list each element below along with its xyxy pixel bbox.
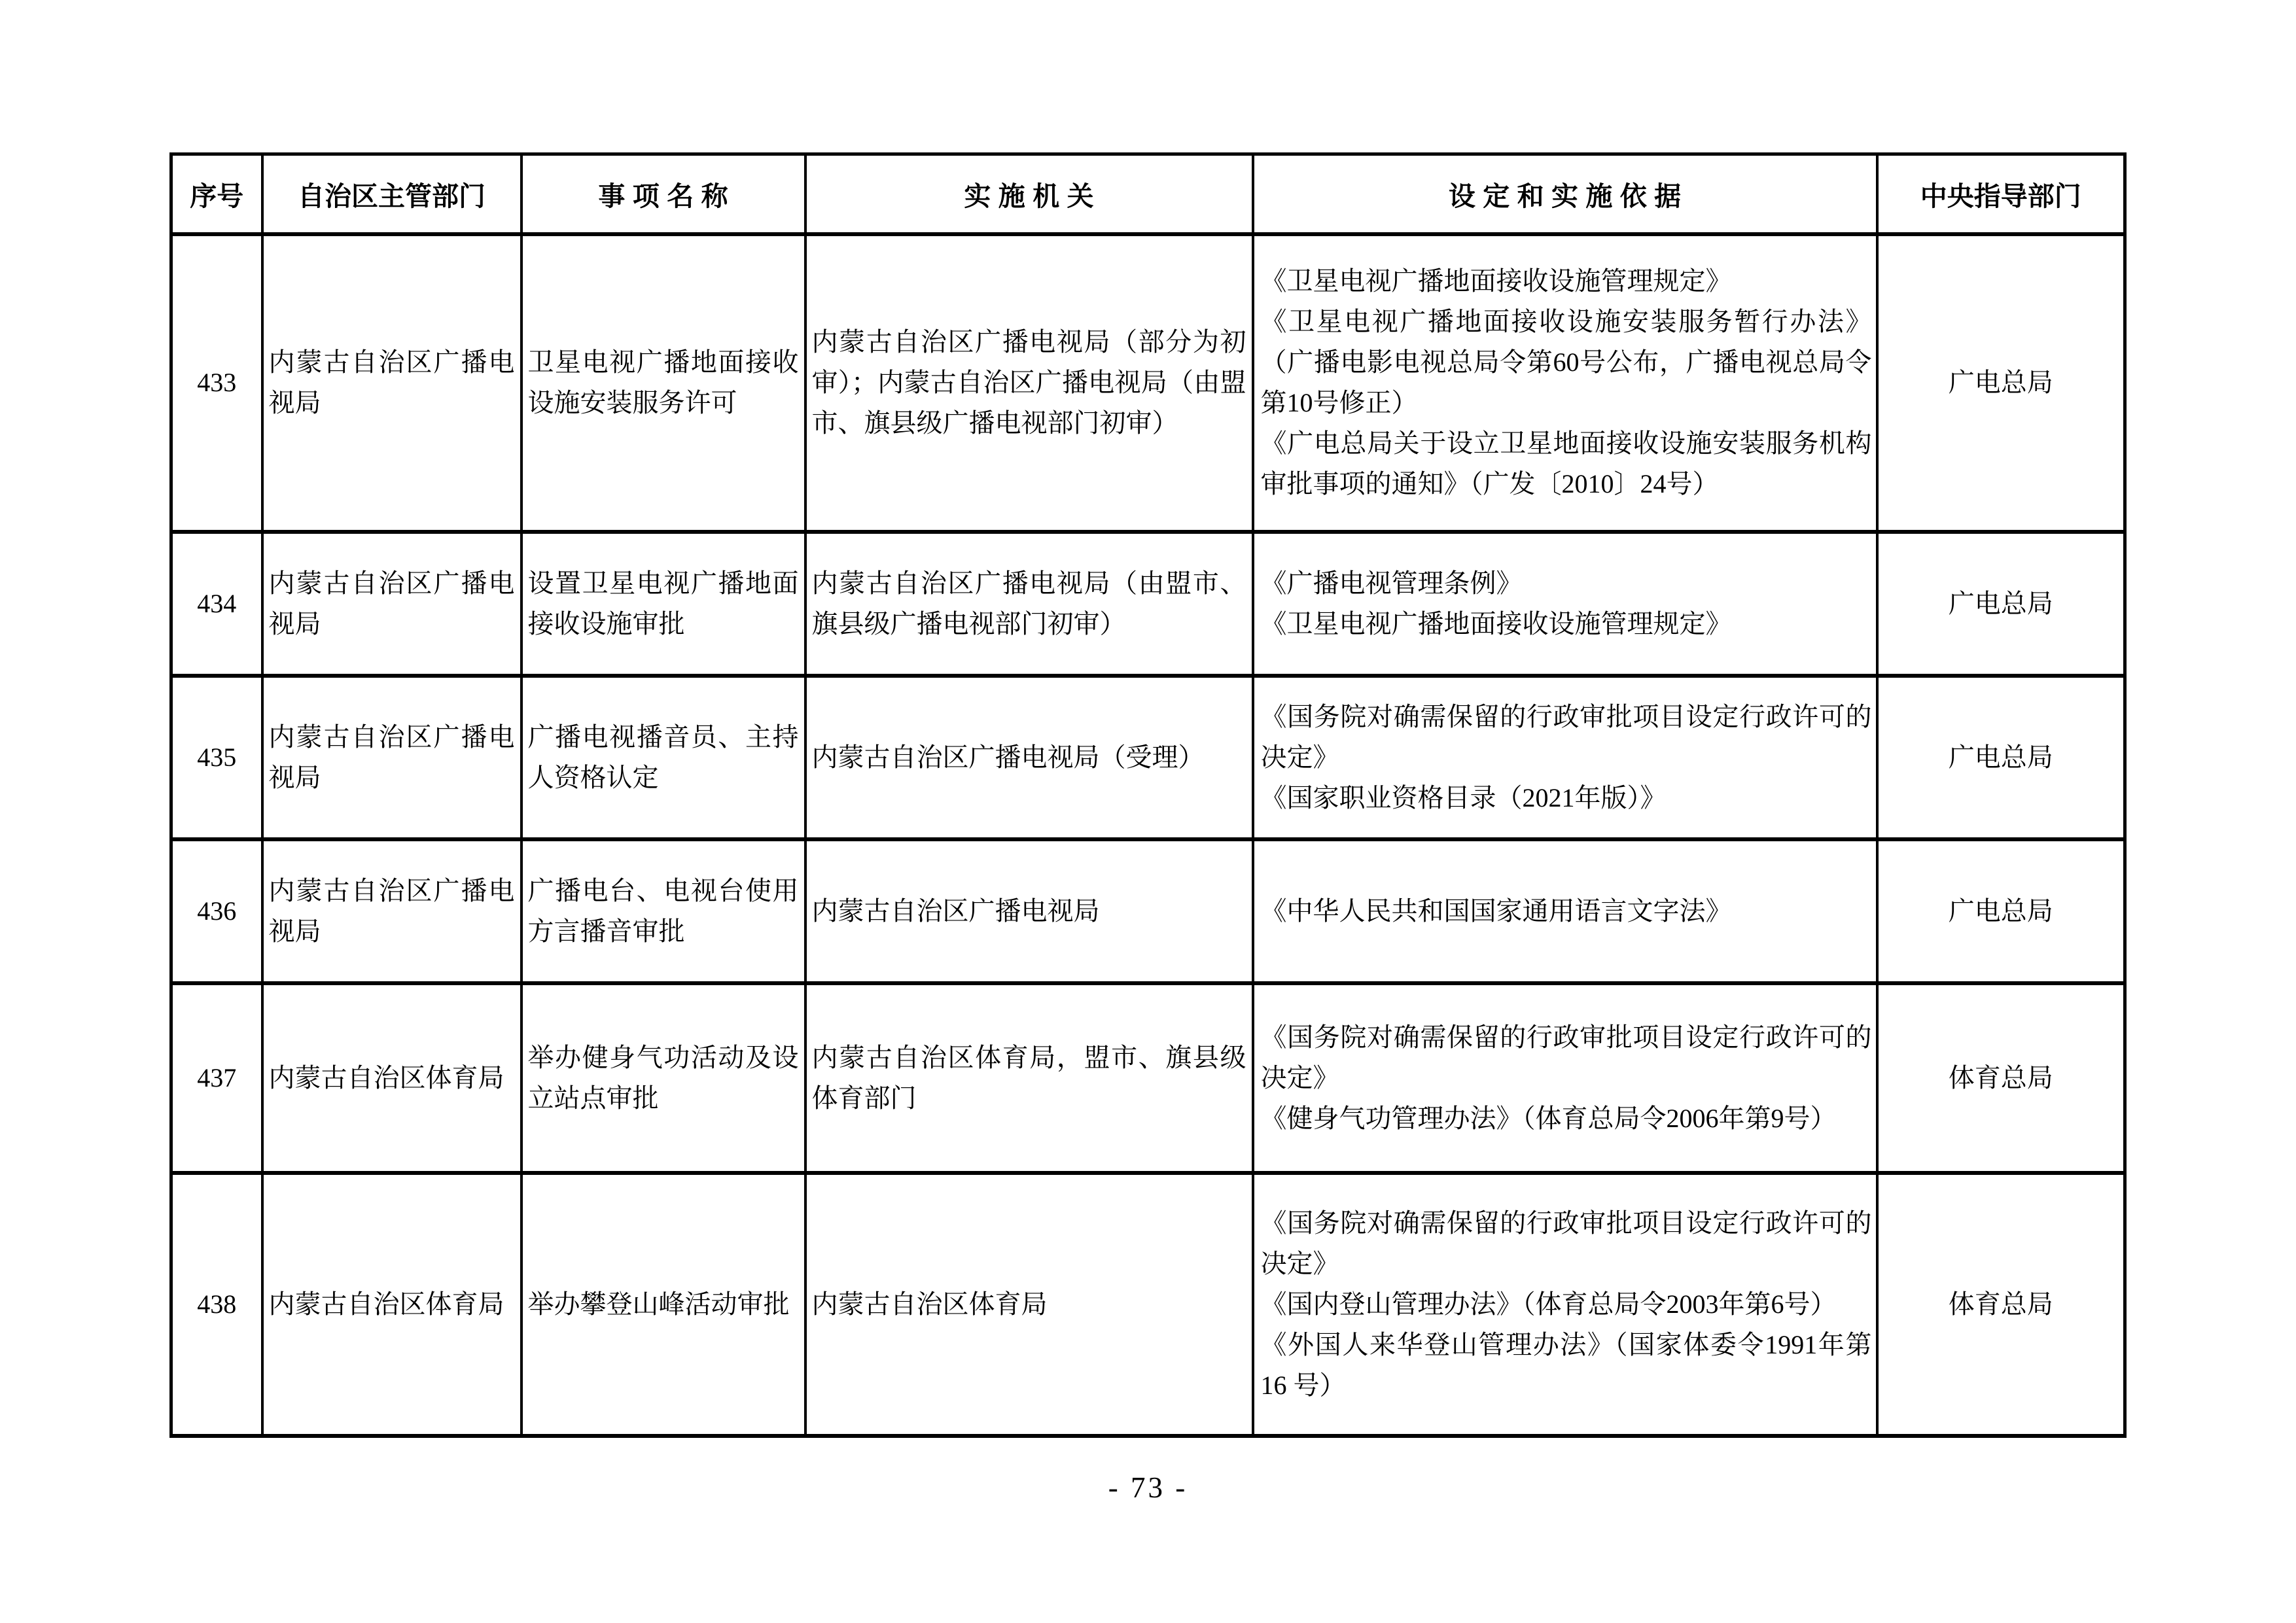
legal-basis-line: 《国务院对确需保留的行政审批项目设定行政许可的决定》 bbox=[1260, 1208, 1872, 1278]
legal-basis-line: 《卫星电视广播地面接收设施管理规定》 bbox=[1260, 266, 1732, 296]
cell-legal-basis bbox=[1253, 234, 1877, 532]
legal-basis-line: 《国家职业资格目录（2021年版）》 bbox=[1260, 782, 1667, 812]
col-header-agency: 实 施 机 关 bbox=[805, 154, 1253, 234]
legal-basis-line: 《国务院对确需保留的行政审批项目设定行政许可的决定》 bbox=[1260, 701, 1872, 772]
cell-implementing-agency: 内蒙古自治区体育局，盟市、旗县级体育部门 bbox=[805, 983, 1253, 1173]
cell-central-department: 广电总局 bbox=[1877, 532, 2125, 676]
header-row bbox=[171, 154, 2125, 234]
page-number: - 73 - bbox=[1108, 1471, 1188, 1504]
cell-department: 内蒙古自治区广播电视局 bbox=[262, 532, 521, 676]
cell-serial-number: 438 bbox=[171, 1173, 262, 1436]
cell-implementing-agency: 内蒙古自治区广播电视局（部分为初审）；内蒙古自治区广播电视局（由盟市、旗县级广播电视部门初审） bbox=[805, 234, 1253, 532]
cell-department: 内蒙古自治区体育局 bbox=[262, 1173, 521, 1436]
cell-item-name: 广播电台、电视台使用方言播音审批 bbox=[521, 839, 805, 983]
cell-serial-number: 435 bbox=[171, 676, 262, 839]
cell-department: 内蒙古自治区广播电视局 bbox=[262, 839, 521, 983]
legal-basis-line: 《健身气功管理办法》（体育总局令2006年第9号） bbox=[1260, 1103, 1837, 1133]
table-row bbox=[171, 532, 2125, 676]
col-header-department: 自治区主管部门 bbox=[262, 154, 521, 234]
approval-items-table bbox=[169, 152, 2127, 1438]
legal-basis-line: 《国内登山管理办法》（体育总局令2003年第6号） bbox=[1260, 1289, 1837, 1319]
cell-legal-basis bbox=[1253, 1173, 1877, 1436]
cell-item-name: 举办攀登山峰活动审批 bbox=[521, 1173, 805, 1436]
table-row bbox=[171, 676, 2125, 839]
table-row bbox=[171, 1173, 2125, 1436]
table-row bbox=[171, 839, 2125, 983]
cell-implementing-agency: 内蒙古自治区广播电视局 bbox=[805, 839, 1253, 983]
legal-basis-line: 《广播电视管理条例》 bbox=[1260, 568, 1523, 598]
col-header-central: 中央指导部门 bbox=[1877, 154, 2125, 234]
col-header-basis: 设 定 和 实 施 依 据 bbox=[1253, 154, 1877, 234]
cell-serial-number: 436 bbox=[171, 839, 262, 983]
cell-serial-number: 434 bbox=[171, 532, 262, 676]
col-header-item: 事 项 名 称 bbox=[521, 154, 805, 234]
cell-central-department: 广电总局 bbox=[1877, 676, 2125, 839]
cell-implementing-agency: 内蒙古自治区广播电视局（由盟市、旗县级广播电视部门初审） bbox=[805, 532, 1253, 676]
cell-legal-basis bbox=[1253, 839, 1877, 983]
cell-central-department: 广电总局 bbox=[1877, 839, 2125, 983]
cell-legal-basis bbox=[1253, 676, 1877, 839]
cell-department: 内蒙古自治区体育局 bbox=[262, 983, 521, 1173]
table-row bbox=[171, 234, 2125, 532]
cell-implementing-agency: 内蒙古自治区体育局 bbox=[805, 1173, 1253, 1436]
cell-item-name: 举办健身气功活动及设立站点审批 bbox=[521, 983, 805, 1173]
table-row bbox=[171, 983, 2125, 1173]
cell-item-name: 广播电视播音员、主持人资格认定 bbox=[521, 676, 805, 839]
legal-basis-line: 《卫星电视广播地面接收设施安装服务暂行办法》（广播电影电视总局令第60号公布，广播电视总局令第10号修正） bbox=[1260, 307, 1872, 417]
legal-basis-line: 《国务院对确需保留的行政审批项目设定行政许可的决定》 bbox=[1260, 1022, 1872, 1092]
cell-legal-basis bbox=[1253, 983, 1877, 1173]
cell-serial-number: 433 bbox=[171, 234, 262, 532]
cell-item-name: 设置卫星电视广播地面接收设施审批 bbox=[521, 532, 805, 676]
cell-central-department: 体育总局 bbox=[1877, 983, 2125, 1173]
cell-item-name: 卫星电视广播地面接收设施安装服务许可 bbox=[521, 234, 805, 532]
cell-serial-number: 437 bbox=[171, 983, 262, 1173]
cell-implementing-agency: 内蒙古自治区广播电视局（受理） bbox=[805, 676, 1253, 839]
cell-department: 内蒙古自治区广播电视局 bbox=[262, 676, 521, 839]
cell-central-department: 体育总局 bbox=[1877, 1173, 2125, 1436]
legal-basis-line: 《广电总局关于设立卫星地面接收设施安装服务机构审批事项的通知》（广发〔2010〕24号） bbox=[1260, 428, 1872, 498]
legal-basis-line: 《外国人来华登山管理办法》（国家体委令1991年第16 号） bbox=[1260, 1329, 1872, 1400]
legal-basis-line: 《卫星电视广播地面接收设施管理规定》 bbox=[1260, 608, 1732, 638]
cell-legal-basis bbox=[1253, 532, 1877, 676]
cell-department: 内蒙古自治区广播电视局 bbox=[262, 234, 521, 532]
cell-central-department: 广电总局 bbox=[1877, 234, 2125, 532]
col-header-index: 序号 bbox=[171, 154, 262, 234]
legal-basis-line: 《中华人民共和国国家通用语言文字法》 bbox=[1260, 896, 1732, 926]
